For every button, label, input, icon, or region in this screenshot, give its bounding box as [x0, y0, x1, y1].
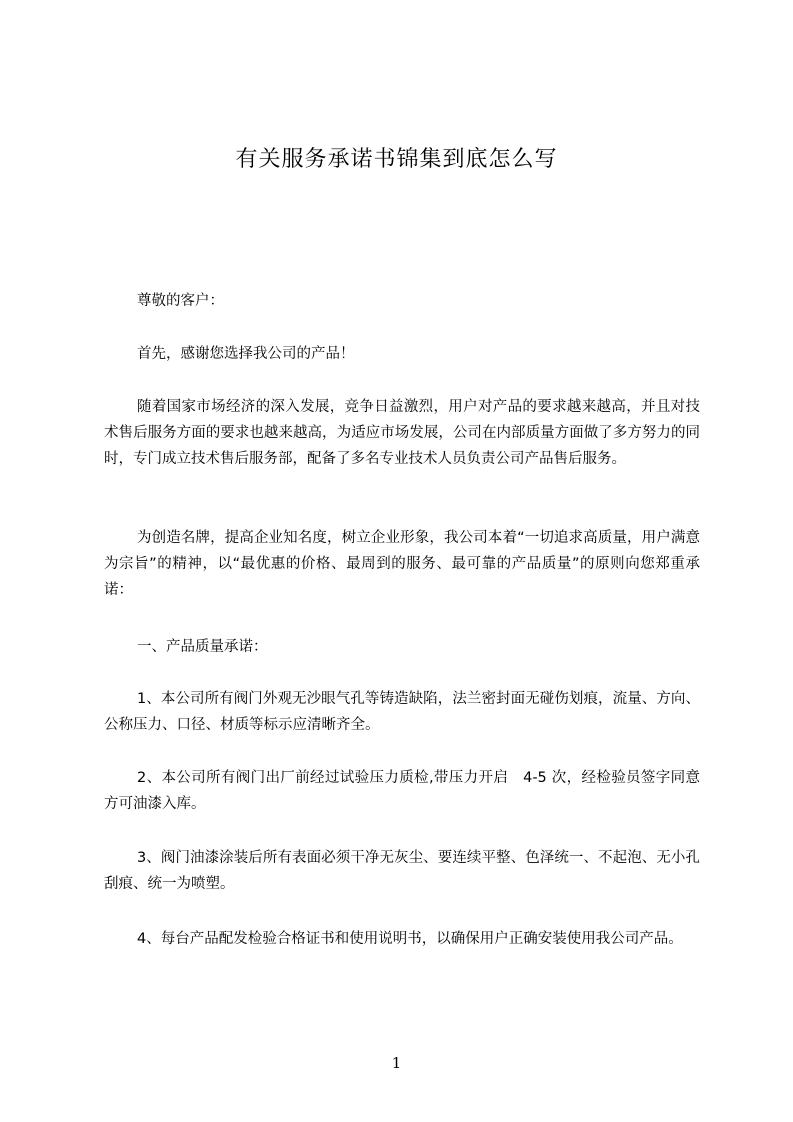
list-item: 2、本公司所有阀门出厂前经过试验压力质检,带压力开启 4-5 次，经检验员签字同意方可油漆入库。: [104, 770, 700, 812]
list-item: 1、本公司所有阀门外观无沙眼气孔等铸造缺陷，法兰密封面无碰伤划痕，流量、方向、公称压力、口径、材质等标示应清晰齐全。: [104, 691, 700, 733]
document-title: 有关服务承诺书锦集到底怎么写: [235, 147, 558, 172]
list-item: 4、每台产品配发检验合格证书和使用说明书，以确保用户正确安装使用我公司产品。: [137, 931, 683, 947]
section-heading-quality: 一、产品质量承诺：: [137, 639, 268, 655]
page-number: 1: [391, 1054, 402, 1072]
paragraph-thanks: 首先，感谢您选择我公司的产品！: [137, 346, 355, 362]
paragraph-development: 随着国家市场经济的深入发展，竞争日益激烈，用户对产品的要求越来越高，并且对技术售后服务方面的要求也越来越高，为适应市场发展，公司在内部质量方面做了多方努力的同时，专门成立技术售后服务部，配备了多名专业技术人员负责公司产品售后服务。: [104, 399, 700, 467]
list-item: 3、阀门油漆涂装后所有表面必须干净无灰尘、要连续平整、色泽统一、不起泡、无小孔刮痕、统一为喷塑。: [104, 850, 700, 892]
greeting: 尊敬的客户：: [137, 293, 224, 309]
paragraph-brand-commitment: 为创造名牌，提高企业知名度，树立企业形象，我公司本着“一切追求高质量，用户满意为宗旨”的精神，以“最优惠的价格、最周到的服务、最可靠的产品质量”的原则向您郑重承诺：: [104, 530, 700, 598]
